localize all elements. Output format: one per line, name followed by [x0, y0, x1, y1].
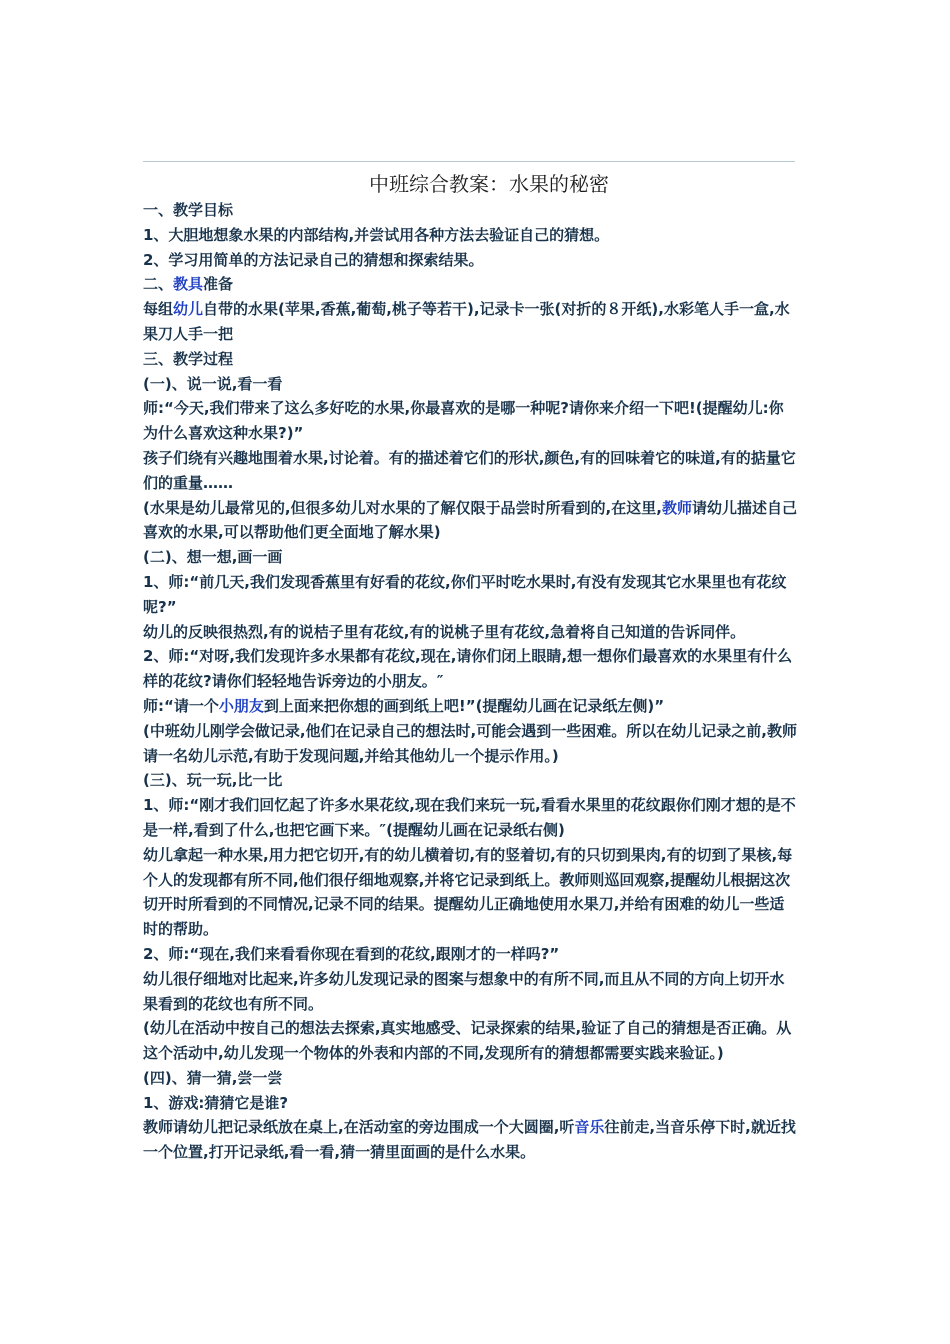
goal-1: 1、大胆地想象水果的内部结构,并尝试用各种方法去验证自己的猜想。 — [143, 225, 610, 244]
top-rule — [143, 161, 795, 162]
heading-materials — [143, 272, 797, 297]
step-3-children-2: 幼儿很仔细地对比起来,许多幼儿发现记录的图案与想象中的有所不同,而且从不同的方向上切开水果看到的花纹也有所不同。 — [143, 969, 785, 1013]
heading-goals: 一、教学目标 — [143, 201, 234, 219]
last-suffix: 往前走,当音乐停下时,就近找一个位置,打开记录纸,看一看,猜一猜里面画的是什么水果。 — [143, 1118, 796, 1162]
step-3-heading: (三)、玩一玩,比一比 — [143, 771, 283, 790]
teacher-line-suffix: 到上面来把你想的画到纸上吧!”(提醒幼儿画在记录纸左侧)” — [263, 696, 665, 715]
step-1-teacher: 师:“今天,我们带来了这么多好吃的水果,你最喜欢的是哪一种呢?请你来介绍一下吧!(提醒幼儿:你为什么喜欢这种水果?)” — [143, 399, 784, 443]
step-1-children: 孩子们绕有兴趣地围着水果,讨论着。有的描述着它们的形状,颜色,有的回味着它的味道,有的掂量它们的重量…… — [143, 448, 796, 492]
document-body — [143, 198, 797, 1165]
heading-materials-suffix: 准备 — [203, 275, 234, 294]
materials-suffix: 自带的水果(苹果,香蕉,葡萄,桃子等若干),记录卡一张(对折的８开纸),水彩笔人手一盒,水果刀人手一把 — [143, 300, 790, 343]
step-2-teacher-2: 2、师:“对呀,我们发现许多水果都有花纹,现在,请你们闭上眼睛,想一想你们最喜欢的水果里有什么样的花纹?请你们轻轻地告诉旁边的小朋友。″ — [143, 647, 793, 691]
step-2-teacher-3 — [143, 694, 797, 719]
heading-process: 三、教学过程 — [143, 349, 234, 368]
step-2-teacher-1: 1、师:“前几天,我们发现香蕉里有好看的花纹,你们平时吃水果时,有没有发现其它水果里也有花纹呢?” — [143, 572, 787, 616]
heading-materials-prefix: 二、 — [143, 275, 174, 294]
document-title: 中班综合教案：水果的秘密 — [369, 172, 609, 196]
step-3-teacher-2: 2、师:“现在,我们来看看你现在看到的花纹,跟刚才的一样吗?” — [143, 944, 560, 963]
step-3-children-1: 幼儿拿起一种水果,用力把它切开,有的幼儿横着切,有的竖着切,有的只切到果肉,有的切到了果核,每个人的发现都有所不同,他们很仔细地观察,并将它记录到纸上。教师则巡回观察,提醒幼儿根据这次切开时所看到的不同情况,记录不同的结果。提醒幼儿正确地使用水果刀,并给有困难的幼儿一些适时的帮助。 — [143, 845, 793, 939]
link-music[interactable]: 音乐 — [574, 1118, 605, 1137]
step-2-children: 幼儿的反映很热烈,有的说桔子里有花纹,有的说桃子里有花纹,急着将自己知道的告诉同伴。 — [143, 622, 746, 641]
link-teaching-aids[interactable]: 教具 — [173, 275, 204, 294]
materials-text — [143, 297, 797, 347]
note-1-suffix: 请幼儿描述自己喜欢的水果,可以帮助他们更全面地了解水果) — [143, 498, 797, 542]
step-3-note: (幼儿在活动中按自己的想法去探索,真实地感受、记录探索的结果,验证了自己的猜想是否正确。从这个活动中,幼儿发现一个物体的外表和内部的不同,发现所有的猜想都需要实践来验证。) — [143, 1019, 792, 1063]
step-4-heading: (四)、猜一猜,尝一尝 — [143, 1068, 283, 1087]
materials-prefix: 每组 — [143, 300, 174, 319]
link-children[interactable]: 幼儿 — [173, 300, 204, 319]
last-prefix: 教师请幼儿把记录纸放在桌上,在活动室的旁边围成一个大圆圈,听 — [143, 1118, 575, 1137]
step-4-instructions — [143, 1115, 797, 1165]
step-2-note: (中班幼儿刚学会做记录,他们在记录自己的想法时,可能会遇到一些困难。所以在幼儿记录之前,教师请一名幼儿示范,有助于发现问题,并给其他幼儿一个提示作用。) — [143, 721, 797, 765]
step-4-game: 1、游戏:猜猜它是谁? — [143, 1093, 289, 1112]
link-teacher[interactable]: 教师 — [661, 498, 692, 517]
step-2-heading: (二)、想一想,画一画 — [143, 548, 283, 567]
link-kids[interactable]: 小朋友 — [218, 696, 264, 715]
step-1-note — [143, 496, 797, 546]
note-1-prefix: (水果是幼儿最常见的,但很多幼儿对水果的了解仅限于品尝时所看到的,在这里, — [143, 498, 662, 517]
goal-2: 2、学习用简单的方法记录自己的猜想和探索结果。 — [143, 250, 484, 269]
teacher-line-prefix: 师:“请一个 — [143, 696, 219, 715]
step-1-heading: (一)、说一说,看一看 — [143, 374, 283, 393]
step-3-teacher-1: 1、师:“刚才我们回忆起了许多水果花纹,现在我们来玩一玩,看看水果里的花纹跟你们刚才想的是不是一样,看到了什么,也把它画下来。″(提醒幼儿画在记录纸右侧) — [143, 796, 796, 839]
